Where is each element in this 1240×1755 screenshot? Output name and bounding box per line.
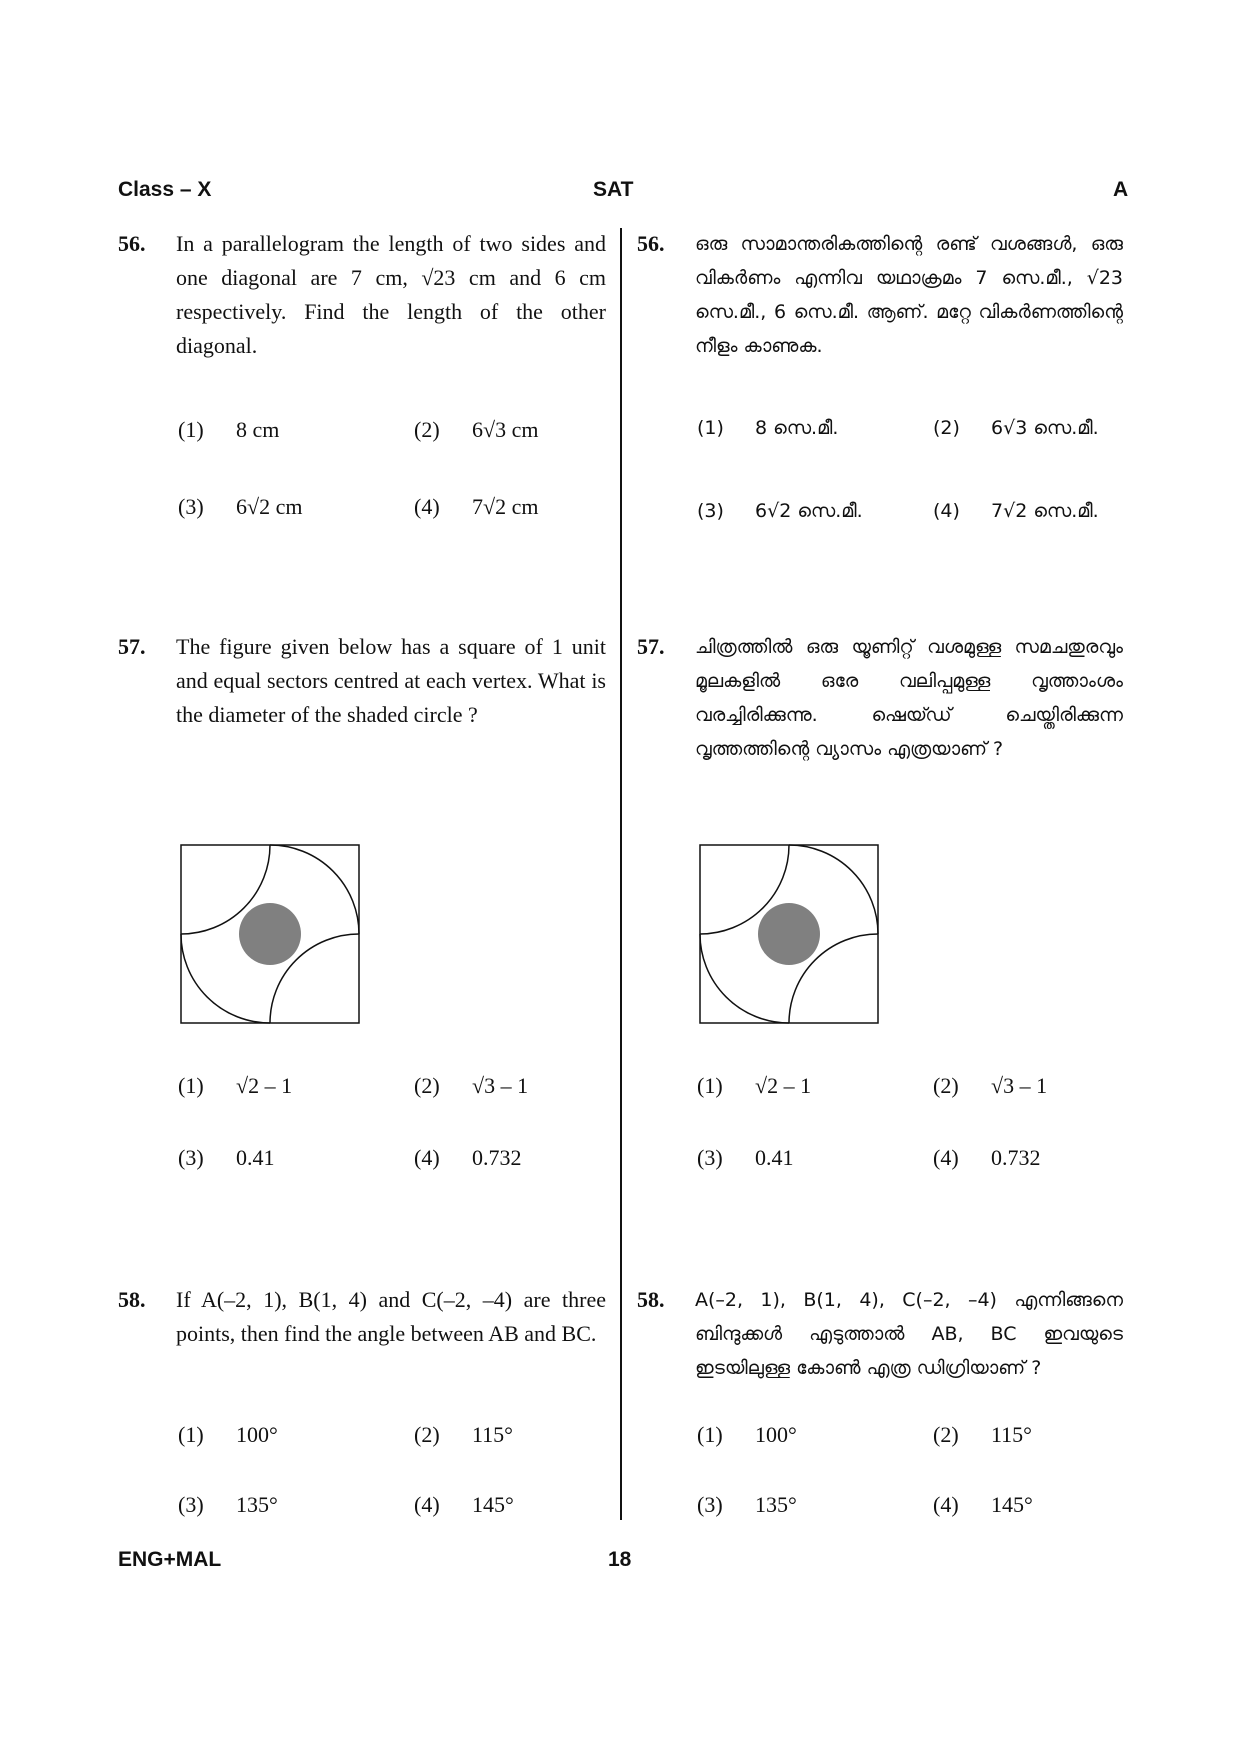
question-text: If A(–2, 1), B(1, 4) and C(–2, –4) are three points, then find the angle between AB and BC. [176, 1287, 606, 1346]
option-number: (3) [697, 1145, 723, 1170]
option-3 [178, 1145, 275, 1171]
option-number: (1) [697, 1073, 723, 1098]
option-1 [178, 1073, 292, 1099]
option-number: (1) [178, 1422, 204, 1447]
option-4 [933, 1145, 1041, 1171]
option-number: (3) [178, 1492, 204, 1517]
header-exam-label: SAT [593, 178, 634, 201]
option-3 [178, 494, 302, 520]
option-number: (2) [414, 1073, 440, 1098]
option-number: (3) [178, 1145, 204, 1170]
option-number: (1) [697, 1422, 723, 1447]
question-number: 58. [637, 1287, 665, 1312]
option-number: (1) [178, 417, 204, 442]
option-text: 6√3 cm [472, 417, 539, 442]
option-number: (2) [933, 417, 960, 439]
header-class-label: Class – X [118, 178, 212, 201]
header-series-label: A [1113, 178, 1129, 201]
footer-language-label: ENG+MAL [118, 1548, 222, 1571]
question-text: In a parallelogram the length of two sides and one diagonal are 7 cm, √23 cm and 6 cm respectively. Find the length of the other diagonal. [176, 231, 606, 358]
shaded-circle [758, 903, 820, 965]
option-3 [178, 1492, 278, 1518]
option-text: 135° [755, 1492, 797, 1517]
option-number: (4) [414, 1492, 440, 1517]
option-number: (4) [414, 1145, 440, 1170]
option-4 [414, 494, 538, 520]
option-1 [697, 1073, 811, 1099]
option-text: 115° [991, 1422, 1032, 1447]
option-text: 0.41 [755, 1145, 794, 1170]
option-text: 0.732 [991, 1145, 1041, 1170]
option-number: (3) [178, 494, 204, 519]
option-number: (4) [933, 500, 960, 522]
option-number: (4) [933, 1492, 959, 1517]
option-1 [697, 1422, 797, 1448]
option-2 [933, 1073, 1047, 1099]
option-2 [414, 1073, 528, 1099]
option-number: (3) [697, 500, 724, 522]
option-text: 8 cm [236, 417, 280, 442]
option-2 [933, 1422, 1032, 1448]
option-3 [697, 1145, 794, 1171]
column-divider [620, 228, 622, 1520]
option-text: √2 – 1 [755, 1073, 812, 1098]
option-text: √2 – 1 [236, 1073, 293, 1098]
option-4 [933, 500, 1099, 522]
question-text: ഒരു സാമാന്തരികത്തിന്റെ രണ്ട് വശങ്ങൾ, ഒരു വികർണം എന്നിവ യഥാക്രമം 7 സെ.മീ., √23 സെ.മീ., 6 സെ.മീ. ആണ്. മറ്റേ വികർണത്തിന്റെ നീളം കാണുക. [695, 233, 1123, 357]
question-text: A(–2, 1), B(1, 4), C(–2, –4) എന്നിങ്ങനെ ബിന്ദുക്കൾ എടുത്താൽ AB, BC ഇവയുടെ ഇടയിലുള്ള കോൺ എത്ര ഡിഗ്രിയാണ് ? [695, 1289, 1123, 1379]
option-text: 6√3 സെ.മീ. [991, 417, 1099, 439]
option-3 [697, 500, 863, 522]
question-number: 57. [118, 634, 146, 659]
option-4 [414, 1145, 522, 1171]
option-number: (2) [933, 1073, 959, 1098]
shaded-circle [239, 903, 301, 965]
option-3 [697, 1492, 797, 1518]
option-1 [178, 1422, 278, 1448]
option-text: 100° [755, 1422, 797, 1447]
question-text: The figure given below has a square of 1 unit and equal sectors centred at each vertex. What is the diameter of the shaded circle ? [176, 634, 606, 727]
question-number: 57. [637, 634, 665, 659]
option-2 [414, 417, 538, 443]
page-number: 18 [608, 1548, 632, 1571]
option-text: 6√2 സെ.മീ. [755, 500, 863, 522]
option-4 [414, 1492, 514, 1518]
option-number: (1) [178, 1073, 204, 1098]
option-text: 100° [236, 1422, 278, 1447]
square-sectors-figure [699, 844, 879, 1024]
option-text: 7√2 സെ.മീ. [991, 500, 1099, 522]
question-number: 56. [118, 231, 146, 256]
square-sectors-figure [180, 844, 360, 1024]
option-1 [697, 417, 838, 439]
option-text: 115° [472, 1422, 513, 1447]
option-number: (2) [933, 1422, 959, 1447]
option-2 [933, 417, 1099, 439]
option-number: (3) [697, 1492, 723, 1517]
option-text: 135° [236, 1492, 278, 1517]
option-text: 8 സെ.മീ. [755, 417, 839, 439]
question-number: 56. [637, 231, 665, 256]
option-text: 0.41 [236, 1145, 275, 1170]
option-number: (2) [414, 417, 440, 442]
question-number: 58. [118, 1287, 146, 1312]
option-number: (4) [414, 494, 440, 519]
option-text: 6√2 cm [236, 494, 303, 519]
option-number: (2) [414, 1422, 440, 1447]
option-text: 0.732 [472, 1145, 522, 1170]
option-4 [933, 1492, 1033, 1518]
option-text: √3 – 1 [472, 1073, 529, 1098]
question-text: ചിത്രത്തിൽ ഒരു യൂണിറ്റ് വശമുള്ള സമചതുരവും മൂലകളിൽ ഒരേ വലിപ്പമുള്ള വൃത്താംശം വരച്ചിരിക്കുന്നു. ഷെയ്ഡ് ചെയ്തിരിക്കുന്ന വൃത്തത്തിന്റെ വ്യാസം എത്രയാണ് ? [695, 636, 1123, 760]
option-2 [414, 1422, 513, 1448]
option-text: 7√2 cm [472, 494, 539, 519]
option-number: (4) [933, 1145, 959, 1170]
option-text: 145° [991, 1492, 1033, 1517]
option-number: (1) [697, 417, 724, 439]
option-text: √3 – 1 [991, 1073, 1048, 1098]
option-text: 145° [472, 1492, 514, 1517]
option-1 [178, 417, 279, 443]
